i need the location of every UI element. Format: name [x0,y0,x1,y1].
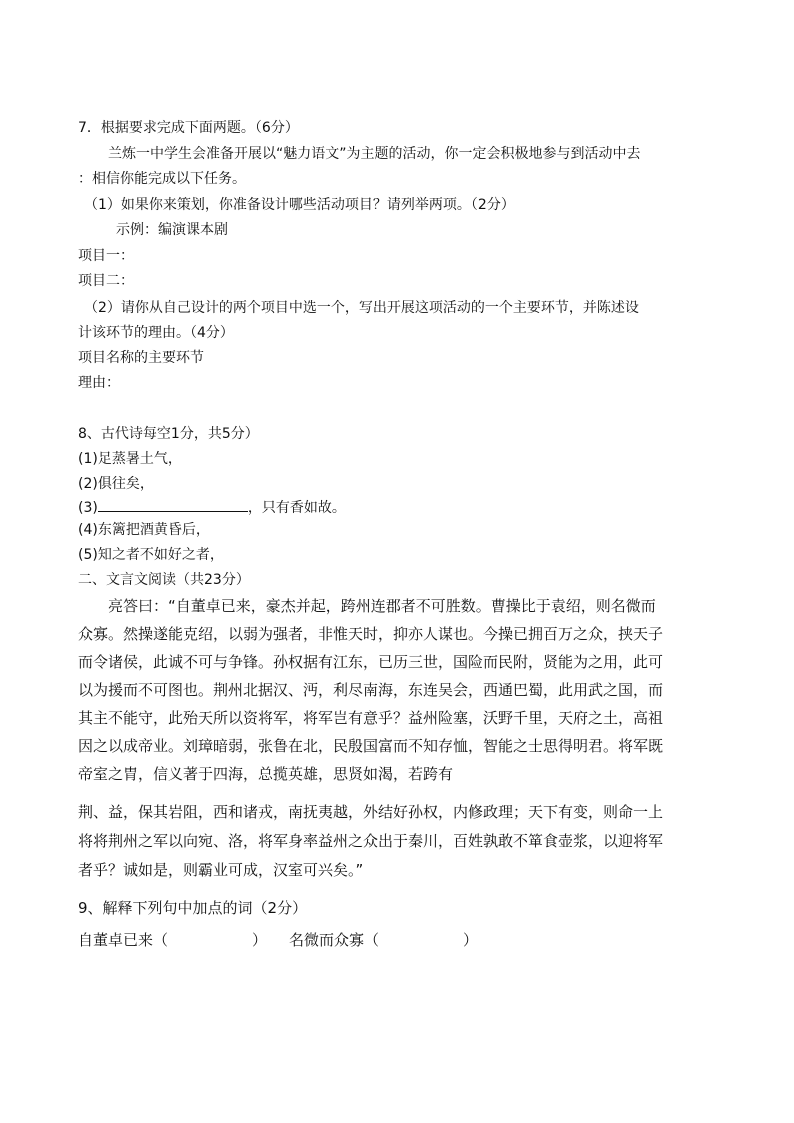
q7-sub2-line2: 计该环节的理由。（4分） [78,325,234,341]
q7-title: 7．根据要求完成下面两题。（6分） [78,120,299,136]
q9-title: 9、解释下列句中加点的词（2分） [78,899,308,917]
q8-line3-suffix: ，只有香如故。 [247,500,346,516]
passage-line6: 因之以成帝业。刘璋暗弱，张鲁在北，民殷国富而不知存恤，智能之士思得明君。将军既 [78,737,664,755]
q9-item-a-close: ） [252,931,268,949]
q8-line2: (2)俱往矣， [78,476,154,492]
passage-line4: 以为援而不可图也。荆州北据汉、沔，利尽南海，东连吴会，西通巴蜀，此用武之国，而 [78,681,664,699]
passage-line7: 帝室之胄，信义著于四海，总揽英雄，思贤如渴，若跨有 [78,765,454,783]
q8-line5: (5)知之者不如好之者， [78,547,224,563]
q8-line3 [78,497,346,518]
answer-blank[interactable] [98,497,248,512]
q9-item-b-text: 名微而众寡（ [289,931,380,949]
passage-line2: 众寡。然操遂能克绍，以弱为强者，非惟天时，抑亦人谋也。今操已拥百万之众，挟天子 [78,625,664,643]
passage-line10: 者乎？诚如是，则霸业可成，汉室可兴矣。” [78,861,364,879]
q8-line4: (4)东篱把酒黄昏后， [78,522,210,538]
q8-line1: (1)足蒸暑土气， [78,451,182,467]
passage-line9: 将将荆州之军以向宛、洛，将军身率益州之众出于秦川，百姓孰敢不箪食壶浆，以迎将军 [78,832,664,850]
section2-title: 二、文言文阅读（共23分） [78,572,250,588]
q7-project-name: 项目名称的主要环节 [78,350,204,366]
q9-item-a-text: 自董卓已来（ [78,931,169,949]
passage-line5: 其主不能守，此殆天所以资将军，将军岂有意乎？益州险塞，沃野千里，天府之土，高祖 [78,709,664,727]
q7-intro-line2: ：相信你能完成以下任务。 [78,171,246,187]
q9-item-b-close: ） [463,931,479,949]
q8-line3-prefix: (3) [78,500,98,516]
q7-intro-line1: 兰炼一中学生会准备开展以“魅力语文”为主题的活动，你一定会积极地参与到活动中去 [108,146,641,162]
q8-title: 8、古代诗每空1分，共5分） [78,426,259,442]
passage-line3: 而令诸侯，此诚不可与争锋。孙权据有江东，已历三世，国险而民附，贤能为之用，此可 [78,653,664,671]
q7-example: 示例：编演课本剧 [116,222,228,238]
q7-item2: 项目二： [78,273,134,289]
q7-item1: 项目一： [78,248,134,264]
passage-line8: 荆、益，保其岩阻，西和诸戎，南抚夷越，外结好孙权，内修政理；天下有变，则命一上 [78,803,664,821]
q7-sub1: （1）如果你来策划，你准备设计哪些活动项目？请列举两项。（2分） [84,197,515,213]
q9-items [78,930,478,950]
q7-reason: 理由： [78,375,120,391]
passage-line1: 亮答曰：“自董卓已来，豪杰并起，跨州连郡者不可胜数。曹操比于袁绍，则名微而 [108,597,656,615]
q7-sub2-line1: （2）请你从自己设计的两个项目中选一个，写出开展这项活动的一个主要环节，并陈述设 [84,300,639,316]
